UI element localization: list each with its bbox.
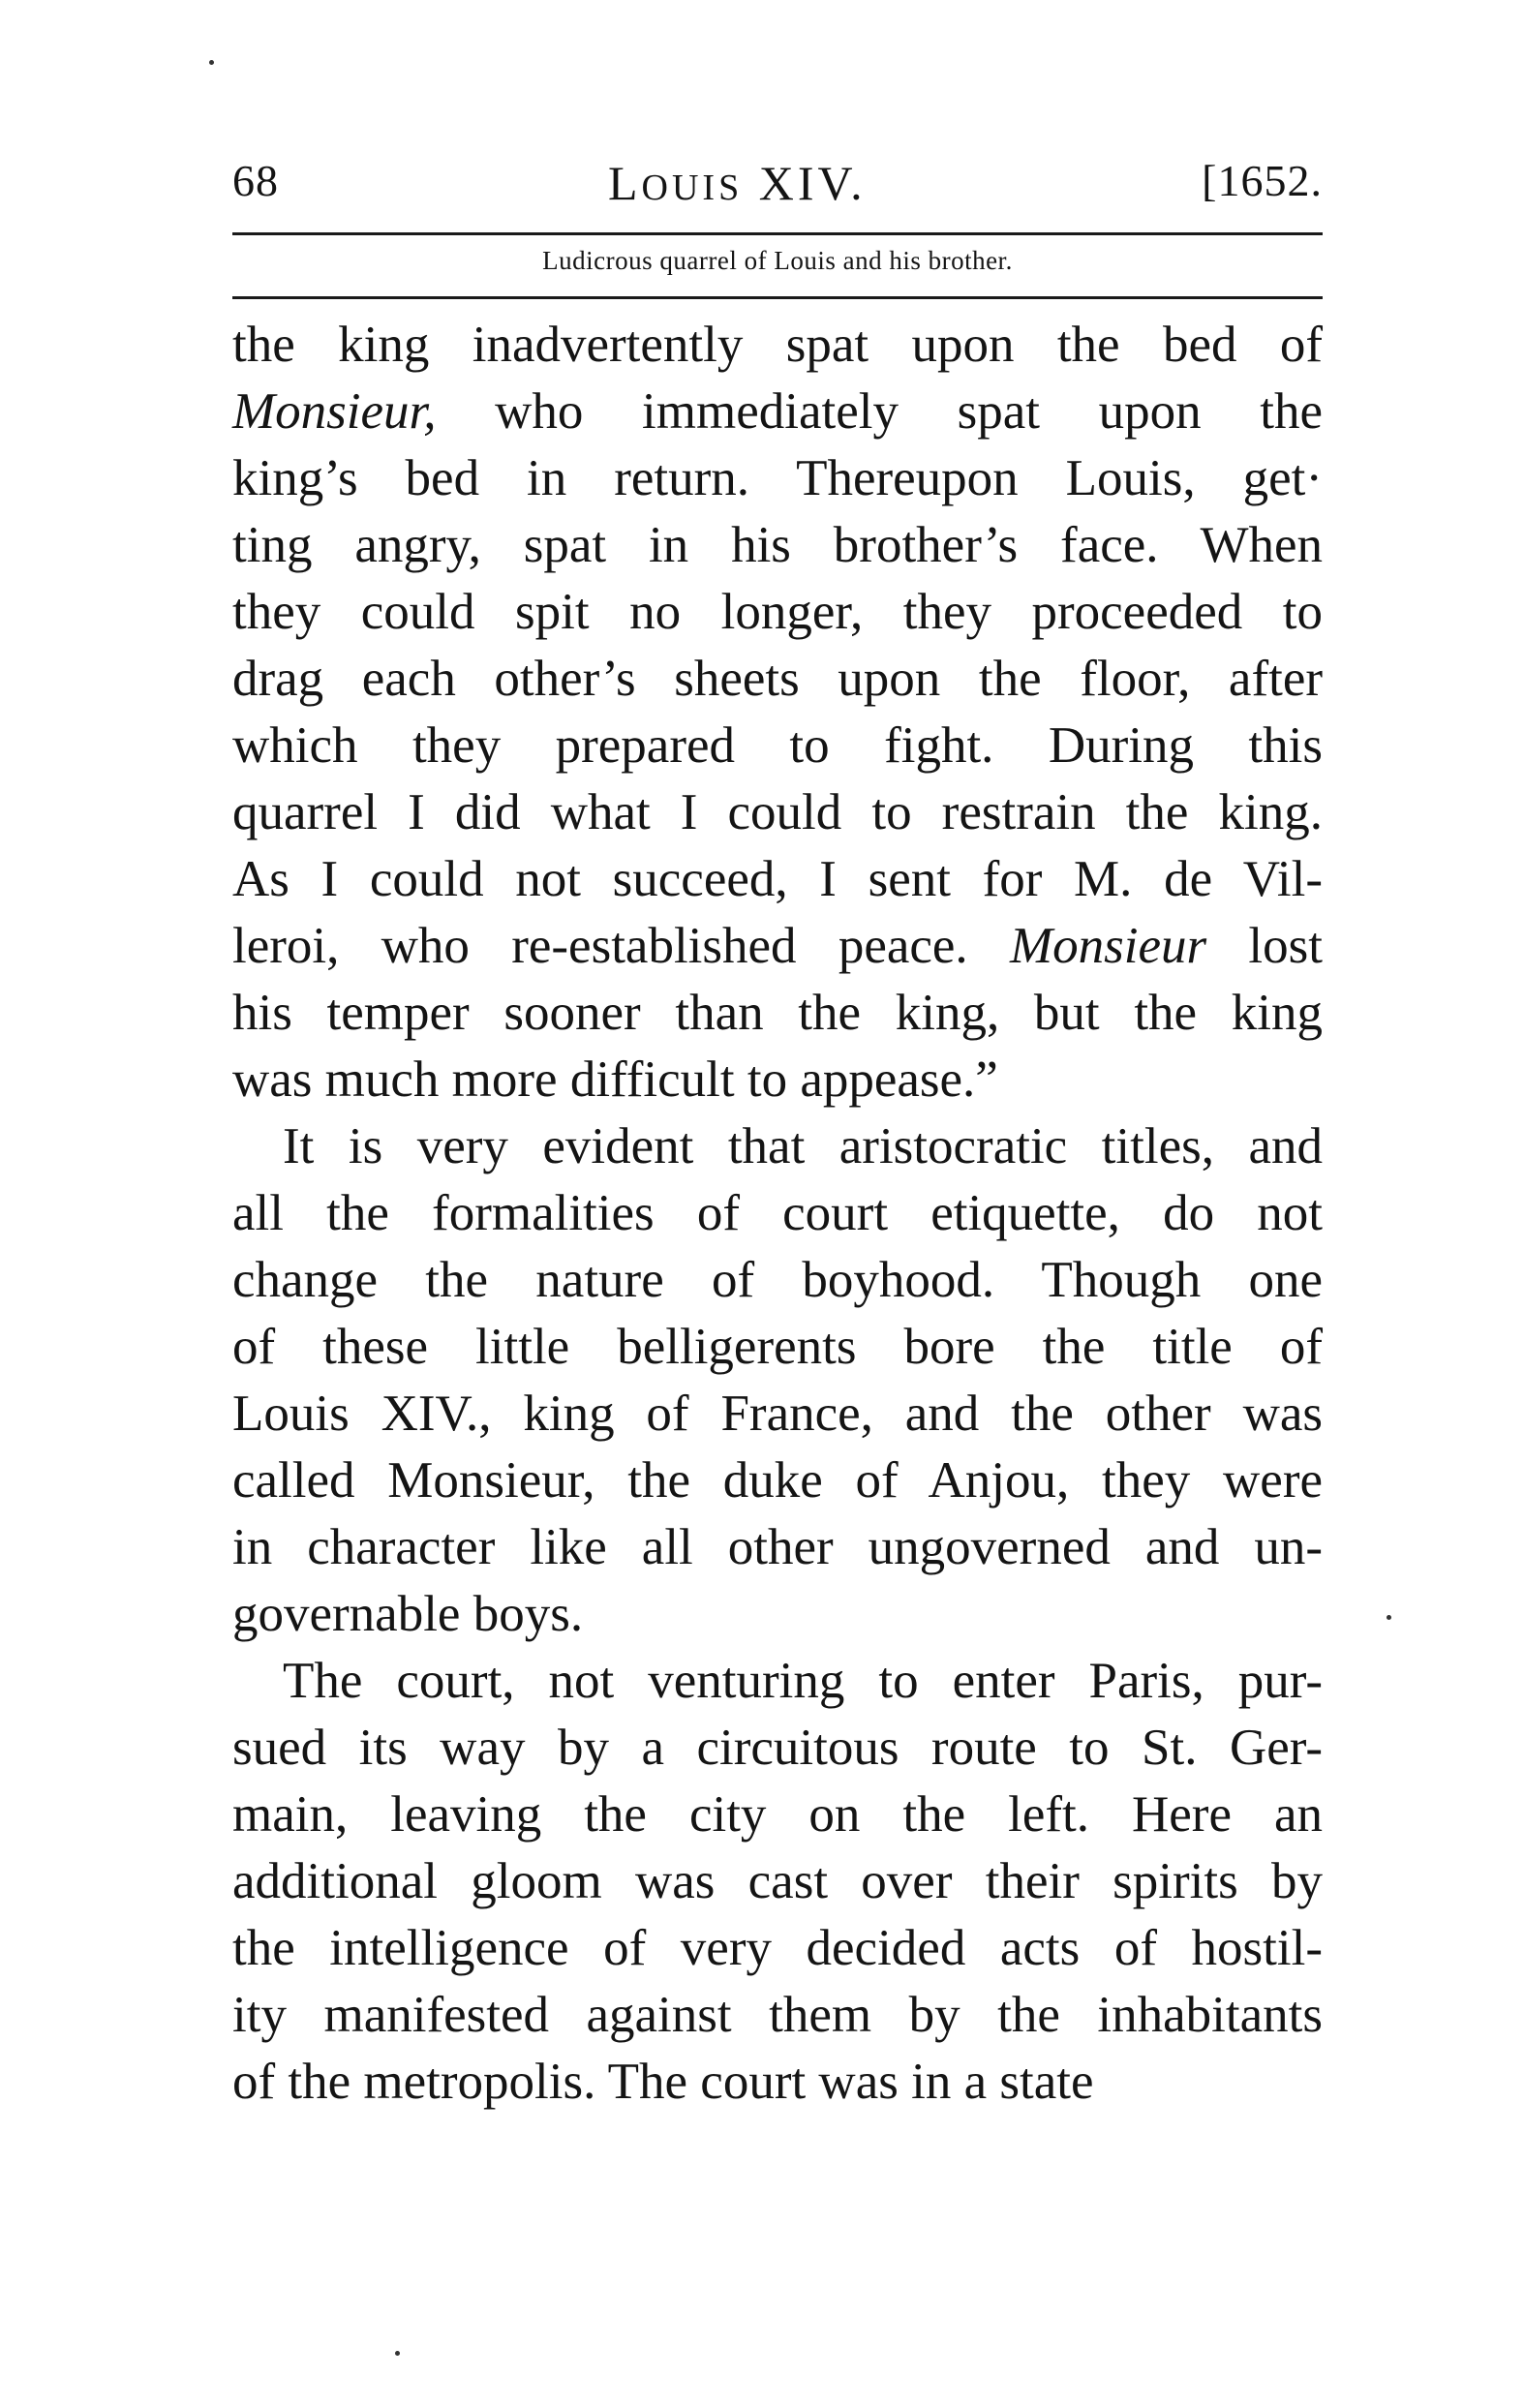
text-line — [232, 379, 1323, 445]
italic-text: Monsieur, — [232, 383, 437, 440]
text-segment: governable boys. — [232, 1586, 584, 1642]
text-segment: called Monsieur, the duke of Anjou, they were — [232, 1452, 1323, 1509]
text-line — [232, 1448, 1323, 1514]
text-segment: drag each other’s sheets upon the floor, after — [232, 651, 1323, 707]
text-line — [232, 1381, 1323, 1448]
text-line — [232, 2049, 1323, 2116]
text-line — [232, 713, 1323, 779]
text-segment: king’s bed in return. Thereupon Louis, get· — [232, 450, 1323, 506]
print-speck — [1387, 1615, 1391, 1620]
text-line — [232, 1514, 1323, 1581]
text-line — [232, 1247, 1323, 1314]
running-year: [1652. — [1202, 156, 1323, 205]
text-line — [232, 1047, 1323, 1113]
body-text — [232, 312, 1323, 2116]
text-line — [232, 1581, 1323, 1648]
text-segment: of these little belligerents bore the title of — [232, 1319, 1323, 1375]
text-segment: ting angry, spat in his brother’s face. When — [232, 517, 1323, 573]
text-line — [232, 1715, 1323, 1782]
text-segment: who immediately spat upon the — [436, 383, 1323, 440]
italic-text: Monsieur — [1009, 918, 1207, 974]
page-number: 68 — [232, 156, 279, 205]
text-segment: was much more difficult to appease.” — [232, 1052, 998, 1108]
header-rule-top — [232, 232, 1323, 235]
text-line — [232, 579, 1323, 646]
paragraph — [232, 1113, 1323, 1648]
text-line — [232, 1113, 1323, 1180]
text-segment: they could spit no longer, they proceeded to — [232, 584, 1323, 640]
text-segment: which they prepared to fight. During this — [232, 717, 1323, 774]
text-segment: leroi, who re-established peace. — [232, 918, 1010, 974]
text-segment: of the metropolis. The court was in a state — [232, 2054, 1094, 2110]
text-line — [232, 846, 1323, 913]
text-line — [232, 1314, 1323, 1381]
text-line — [232, 445, 1323, 512]
paragraph — [232, 312, 1323, 1113]
text-line — [232, 1782, 1323, 1848]
running-header — [232, 155, 1323, 232]
text-line — [232, 512, 1323, 579]
text-segment: all the formalities of court etiquette, do not — [232, 1185, 1323, 1241]
text-segment: The court, not venturing to enter Paris, pur- — [283, 1653, 1323, 1709]
paragraph — [232, 1648, 1323, 2116]
text-segment: lost — [1206, 918, 1323, 974]
text-segment: main, leaving the city on the left. Here an — [232, 1786, 1323, 1843]
text-line — [232, 1648, 1323, 1715]
text-line — [232, 646, 1323, 713]
running-title — [608, 155, 867, 211]
text-line — [232, 980, 1323, 1047]
text-segment: in character like all other ungoverned and un- — [232, 1519, 1323, 1575]
text-line — [232, 1982, 1323, 2049]
text-segment: Louis XIV., king of France, and the other was — [232, 1386, 1323, 1442]
text-segment: the intelligence of very decided acts of hostil- — [232, 1920, 1323, 1976]
text-line — [232, 1180, 1323, 1247]
side-heading: Ludicrous quarrel of Louis and his brother. — [542, 246, 1013, 275]
text-segment: change the nature of boyhood. Though one — [232, 1252, 1323, 1308]
header-rule-bottom — [232, 296, 1323, 299]
text-line — [232, 779, 1323, 846]
title-initial: L — [608, 156, 642, 210]
text-segment: the king inadvertently spat upon the bed of — [232, 317, 1323, 373]
text-line — [232, 312, 1323, 379]
print-speck — [209, 60, 214, 65]
text-segment: his temper sooner than the king, but the king — [232, 985, 1323, 1041]
title-numeral: XIV. — [758, 156, 867, 210]
text-segment: sued its way by a circuitous route to St. Ger- — [232, 1720, 1323, 1776]
text-line — [232, 1848, 1323, 1915]
text-segment: ity manifested against them by the inhabitants — [232, 1987, 1323, 2043]
print-speck — [395, 2351, 400, 2356]
text-line — [232, 1915, 1323, 1982]
title-small-caps: OUIS — [641, 168, 744, 208]
text-segment: additional gloom was cast over their spirits by — [232, 1853, 1323, 1909]
text-segment: quarrel I did what I could to restrain the king. — [232, 784, 1323, 840]
text-line — [232, 913, 1323, 980]
text-segment: It is very evident that aristocratic titles, and — [283, 1118, 1323, 1174]
text-segment: As I could not succeed, I sent for M. de Vil- — [232, 851, 1323, 907]
